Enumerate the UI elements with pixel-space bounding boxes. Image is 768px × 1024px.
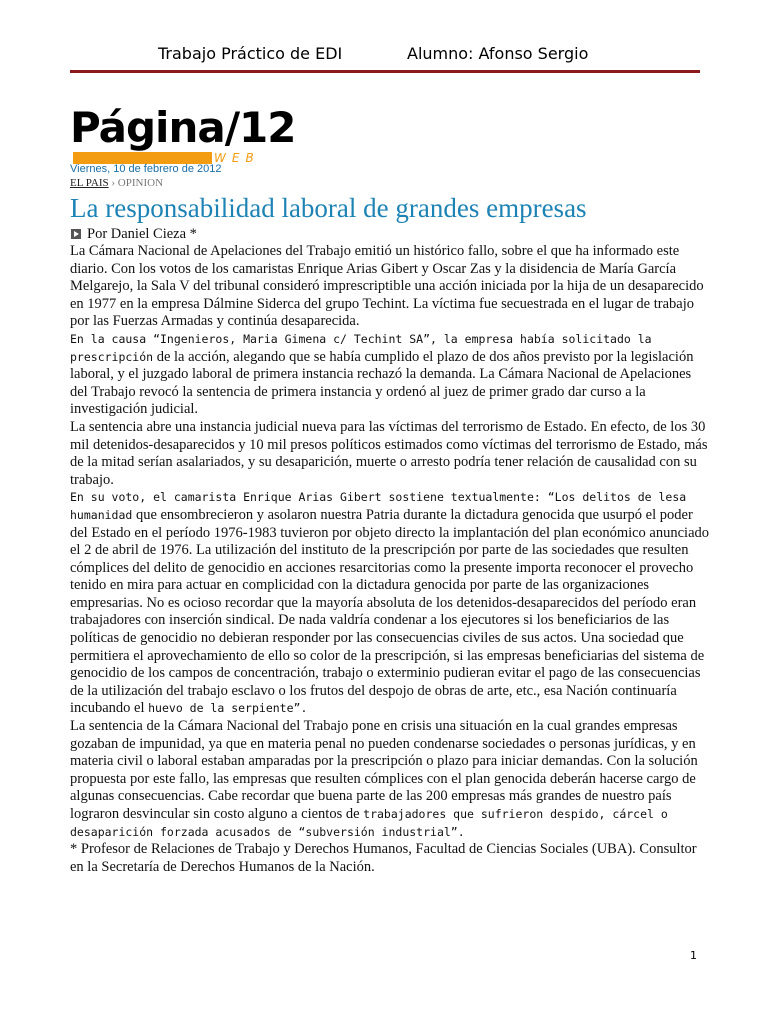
- breadcrumb-separator: ›: [111, 177, 116, 189]
- paragraph-fragment: huevo de la serpiente”.: [148, 701, 308, 716]
- logo-wordmark: Página/12: [70, 103, 296, 152]
- section-opinion: OPINION: [117, 177, 164, 189]
- article-headline: La responsabilidad laboral de grandes empresas: [70, 193, 587, 223]
- paragraph: [70, 331, 710, 419]
- paragraph: [70, 489, 710, 718]
- paragraph: La sentencia abre una instancia judicial nueva para las víctimas del terrorismo de Estado. En efecto, de los 30 mil detenidos-desaparecidos y 10 mil presos políticos estimados como víctimas del terrorismo de Estado, más de la mitad serían asalariados, y su desaparición, muerte o arresto podría tener relación de causalidad con su trabajo.: [70, 418, 708, 488]
- breadcrumb: [70, 177, 163, 189]
- paragraph-fragment: de la acción, alegando que se había cumplido el plazo de dos años previsto por la legislación laboral, y el juzgado laboral de primera instancia rechazó la demanda. La Cámara Nacional de Apelaciones del Trabajo revocó la sentencia de primera instancia y ordenó al juez de primer grado dar curso a la investigación judicial.: [70, 348, 694, 418]
- paragraph-fragment: que ensombrecieron y asolaron nuestra Patria durante la dictadura genocida que usurpó el poder del Estado en el período 1976-1983 tuvieron por objeto directo la implantación del plan económico anunciado el 2 de abril de 1976. La utilización del instituto de la prescripción por parte de las sociedades que resulten cómplices del delito de genocidio en acciones resarcitorias como la presente importa reconocer el provecho tenido en mira para actuar en complicidad con la dictadura genocida por parte de las organizaciones empresarias. No es ocioso recordar que la mayoría absoluta de los detenidos-desaparecidos del período eran trabajadores con inserción sindical. De nada valdría condenar a los ejecutores si los beneficiarios de las políticas de genocidio no debieran responder por las consecuencias civiles de sus actos. Una sociedad que permitiera el aprovechamiento de ello so color de la prescripción, si las empresas beneficiarias del sistema de genocidio de los campos de concentración, trabajo o exterminio pudieran evitar el pago de las consecuencias de la utilización del trabajo esclavo o los frutos del despojo de obras de arte, etc., esa Nación continuaría incubando el: [70, 506, 710, 717]
- logo-web-label: WEB: [214, 151, 260, 165]
- paragraph: La Cámara Nacional de Apelaciones del Trabajo emitió un histórico fallo, sobre el que ha informado este diario. Con los votos de los camaristas Enrique Arias Gibert y Oscar Zas y la disidencia de María García Melgarejo, la Sala V del tribunal consideró imprescriptible una acción iniciada por la hija de un desaparecido en 1977 en la empresa Dálmine Siderca del grupo Techint. La víctima fue secuestrada en el lugar de trabajo por las Fuerzas Armadas y continúa desaparecida.: [70, 243, 704, 330]
- page-number: 1: [690, 949, 697, 962]
- header-student: Alumno: Afonso Sergio: [407, 44, 589, 63]
- footnote: * Profesor de Relaciones de Trabajo y Derechos Humanos, Facultad de Ciencias Sociales (UBA). Consultor en la Secretaría de Derechos Humanos de la Nación.: [70, 841, 697, 875]
- header-divider: [70, 70, 700, 73]
- pagina12-logo: [70, 103, 296, 167]
- byline: [70, 225, 197, 243]
- section-link-el-pais[interactable]: EL PAIS: [70, 177, 109, 189]
- article-date: Viernes, 10 de febrero de 2012: [70, 163, 222, 175]
- paragraph-fragment: En la causa “Ingenieros, Maria Gimena c/ Techint SA”, la empresa había solicitado la prescripción: [70, 331, 652, 364]
- paragraph-fragment: trabajadores que sufrieron despido, cárcel o desaparición forzada acusados de “subversión industrial”.: [70, 807, 668, 839]
- paragraph-fragment: La sentencia de la Cámara Nacional del Trabajo pone en crisis una situación en la cual grandes empresas gozaban de impunidad, ya que en materia penal no pueden condenarse sociedades o personas jurídicas, y en materia civil o laboral estaban amparadas por la prescripción o plazo para iniciar demandas. Con la solución propuesta por este fallo, las empresas que resulten cómplices con el plan genocida deberán hacerse cargo de algunas consecuencias. Cabe recordar que buena parte de las 200 empresas más grandes de nuestro país lograron desvincular sin costo alguno a cientos de: [70, 718, 698, 822]
- author: Por Daniel Cieza *: [87, 226, 197, 242]
- paragraph: [70, 718, 710, 841]
- article-body: [70, 243, 710, 876]
- paragraph-fragment: En su voto, el camarista Enrique Arias Gibert sostiene textualmente: “Los delitos de lesa humanidad: [70, 490, 687, 522]
- arrow-right-icon: [71, 229, 81, 239]
- header-course: Trabajo Práctico de EDI: [158, 44, 343, 63]
